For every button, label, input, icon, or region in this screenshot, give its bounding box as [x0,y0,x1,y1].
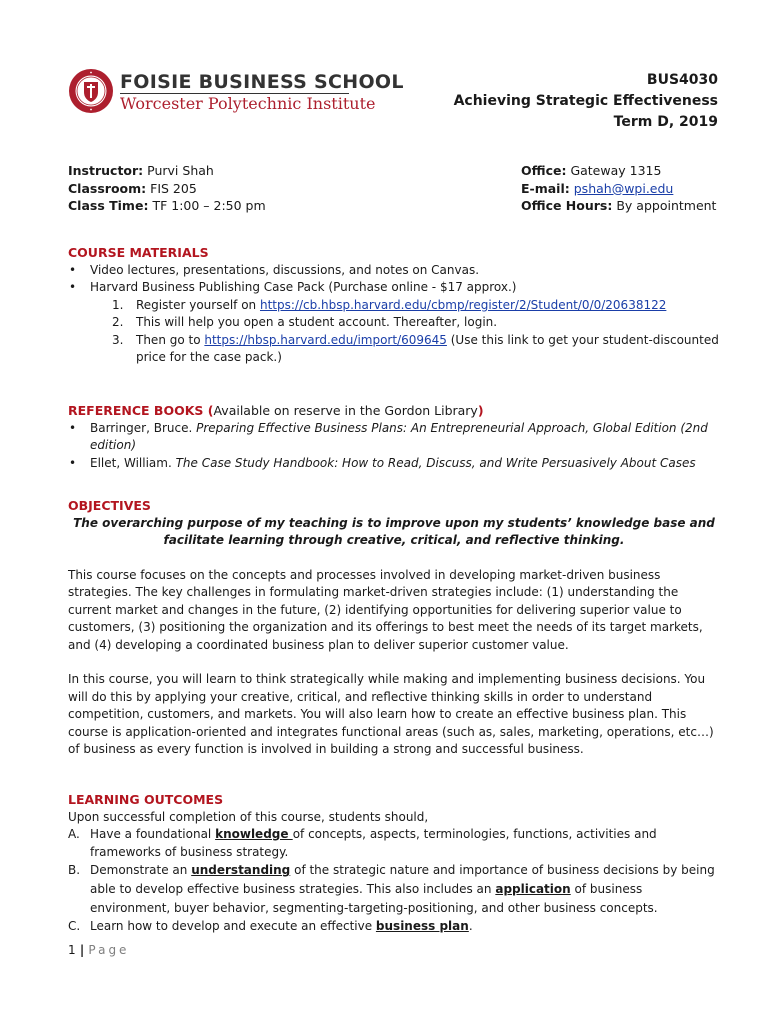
reference-item: • Ellet, William. The Case Study Handbook: How to Read, Discuss, and Write Persuasively About Cases [68,455,720,473]
wpi-seal-icon [68,68,114,114]
course-materials-section [68,244,720,367]
course-header [454,70,718,133]
learning-outcomes-section [68,791,720,936]
classroom-label: Classroom: [68,180,147,196]
materials-bullet: • Video lectures, presentations, discussions, and notes on Canvas. [68,262,720,280]
reference-books-section [68,402,720,472]
materials-step: 1. Register yourself on https://cb.hbsp.harvard.edu/cbmp/register/2/Student/0/0/20638122 [68,297,720,315]
class-time-row [68,197,266,215]
teaching-purpose-quote: The overarching purpose of my teaching is to improve upon my students’ knowledge base and facilitate learning through creative, critical, and reflective thinking. [73,515,715,547]
outcomes-intro: Upon successful completion of this course, students should, [68,809,429,824]
instructor-label: Instructor: [68,163,144,178]
materials-step: 2. This will help you open a student account. Thereafter, login. [68,314,720,332]
outcome-item: B. Demonstrate an understanding of the strategic nature and importance of business decisions by being able to develop effective business strategies. This also includes an application of business environment, buyer behavior, segmenting-targeting-positioning, and other business concepts. [68,863,715,915]
outcome-letter: B. [68,863,81,877]
instructor-row [68,162,266,180]
office-value: Gateway 1315 [570,163,662,178]
outcome-letter: C. [68,919,81,933]
course-code: BUS4030 [646,72,718,88]
office-info [521,162,716,215]
objectives-section [68,497,720,759]
page-footer: 1 | Page [68,943,130,957]
materials-step: 3. Then go to https://hbsp.harvard.edu/import/609645 (Use this link to get your student-discounted price for the case pack.) [112,332,719,364]
book-title: Preparing Effective Business Plans: An Entrepreneurial Approach, Global Edition (2nd edition) [90,420,708,452]
course-materials-heading: COURSE MATERIALS [68,245,209,260]
reference-item: • Barringer, Bruce. Preparing Effective Business Plans: An Entrepreneurial Approach, Global Edition (2nd edition) [68,420,720,455]
reference-books-heading: REFERENCE BOOKS (Available on reserve in the Gordon Library) [68,403,484,418]
book-title: The Case Study Handbook: How to Read, Discuss, and Write Persuasively About Cases [175,455,696,470]
classroom-value: FIS 205 [150,180,197,196]
step-number: 2. [112,315,124,329]
materials-bullet: • Harvard Business Publishing Case Pack (Purchase online - $17 approx.) [68,279,720,297]
step-number: 3. [112,332,124,347]
office-row [521,162,716,180]
office-label: Office: [521,163,567,178]
objectives-paragraph: In this course, you will learn to think strategically while making and implementing business decisions. You will do this by applying your creative, critical, and reflective thinking skills in order to understand competition, customers, and markets. You will also learn how to create an effective business plan. This course is application-oriented and integrates functional areas (such as, sales, marketing, operations, etc…) of business as every function is involved in building a strong and successful business. [68,672,714,756]
email-link[interactable]: pshah@wpi.edu [573,180,674,196]
school-name: FOISIE BUSINESS SCHOOL [120,71,404,93]
objectives-heading: OBJECTIVES [68,498,151,513]
email-label: E-mail: [521,180,570,196]
institution-name: Worcester Polytechnic Institute [120,94,376,113]
email-row [521,180,716,198]
step-number: 1. [112,297,124,312]
office-hours-row [521,197,716,215]
outcome-item: A. Have a foundational knowledge of concepts, aspects, terminologies, functions, activities and frameworks of business strategy. [68,827,657,859]
classroom-row [68,180,266,198]
learning-outcomes-heading: LEARNING OUTCOMES [68,792,224,807]
outcome-letter: A. [68,827,80,841]
class-time-value: TF 1:00 – 2:50 pm [152,198,266,213]
instructor-info [68,162,266,215]
reference-note: Available on reserve in the Gordon Library [213,403,478,418]
outcome-item: C. Learn how to develop and execute an effective business plan. [68,918,720,936]
office-hours-label: Office Hours: [521,198,613,213]
course-title: Achieving Strategic Effectiveness [453,93,718,109]
instructor-value: Purvi Shah [147,163,214,178]
office-hours-value: By appointment [616,198,717,213]
register-link[interactable]: https://cb.hbsp.harvard.edu/cbmp/register/2/Student/0/0/20638122 [259,297,667,312]
page-number: 1 [68,943,76,957]
page-label: Page [88,943,130,957]
class-time-label: Class Time: [68,198,149,213]
import-link[interactable]: https://hbsp.harvard.edu/import/609645 [204,332,447,347]
objectives-paragraph: This course focuses on the concepts and processes involved in developing market-driven business strategies. The key challenges in formulating market-driven strategies include: (1) understanding the current market and changes in the future, (2) identifying opportunities for delivering superior value to customers, (3) positioning the organization and its offerings to best meet the needs of its target markets, and (4) developing a coordinated business plan to deliver superior customer value. [68,567,703,652]
course-term: Term D, 2019 [613,114,718,130]
